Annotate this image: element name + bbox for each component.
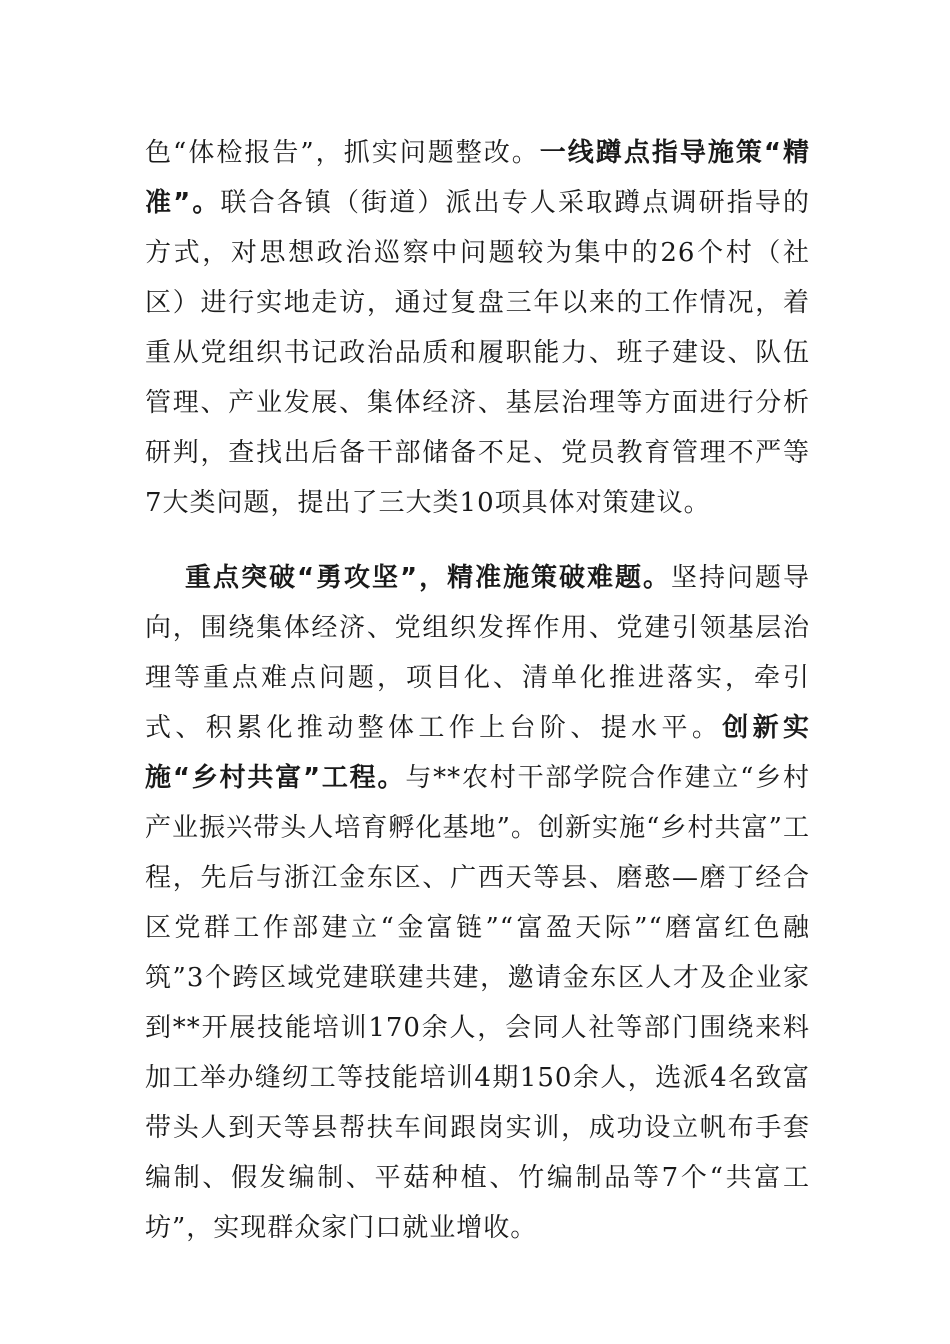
p1-text-1: 色“体检报告”，抓实问题整改。 xyxy=(145,138,540,168)
p2-heading-2: 创新实施“乡村共富”工程。 xyxy=(145,713,810,793)
paragraph-2 xyxy=(145,553,810,1253)
p1-heading-1: 一线蹲点指导施策“精准”。 xyxy=(145,138,810,218)
p2-text-2: 与**农村干部学院合作建立“乡村产业振兴带头人培育孵化基地”。创新实施“乡村共富”工程，先后与浙江金东区、广西天等县、磨憨—磨丁经合区党群工作部建立“金富链”“富盈天际”“磨富红色融筑”3个跨区域党建联建共建，邀请金东区人才及企业家到**开展技能培训170余人，会同人社等部门围绕来料加工举办缝纫工等技能培训4期150余人，选派4名致富带头人到天等县帮扶车间跟岗实训，成功设立帆布手套编制、假发编制、平菇种植、竹编制品等7个“共富工坊”，实现群众家门口就业增收。 xyxy=(145,763,810,1243)
p2-heading-1: 重点突破“勇攻坚”，精准施策破难题。 xyxy=(185,563,672,593)
paragraph-1 xyxy=(145,128,810,528)
p2-text-1: 坚持问题导向，围绕集体经济、党组织发挥作用、党建引领基层治理等重点难点问题，项目化、清单化推进落实，牵引式、积累化推动整体工作上台阶、提水平。 xyxy=(145,563,810,743)
p1-text-2: 联合各镇（街道）派出专人采取蹲点调研指导的方式，对思想政治巡察中问题较为集中的26个村（社区）进行实地走访，通过复盘三年以来的工作情况，着重从党组织书记政治品质和履职能力、班子建设、队伍管理、产业发展、集体经济、基层治理等方面进行分析研判，查找出后备干部储备不足、党员教育管理不严等7大类问题，提出了三大类10项具体对策建议。 xyxy=(145,188,810,518)
document-body xyxy=(145,128,810,1253)
